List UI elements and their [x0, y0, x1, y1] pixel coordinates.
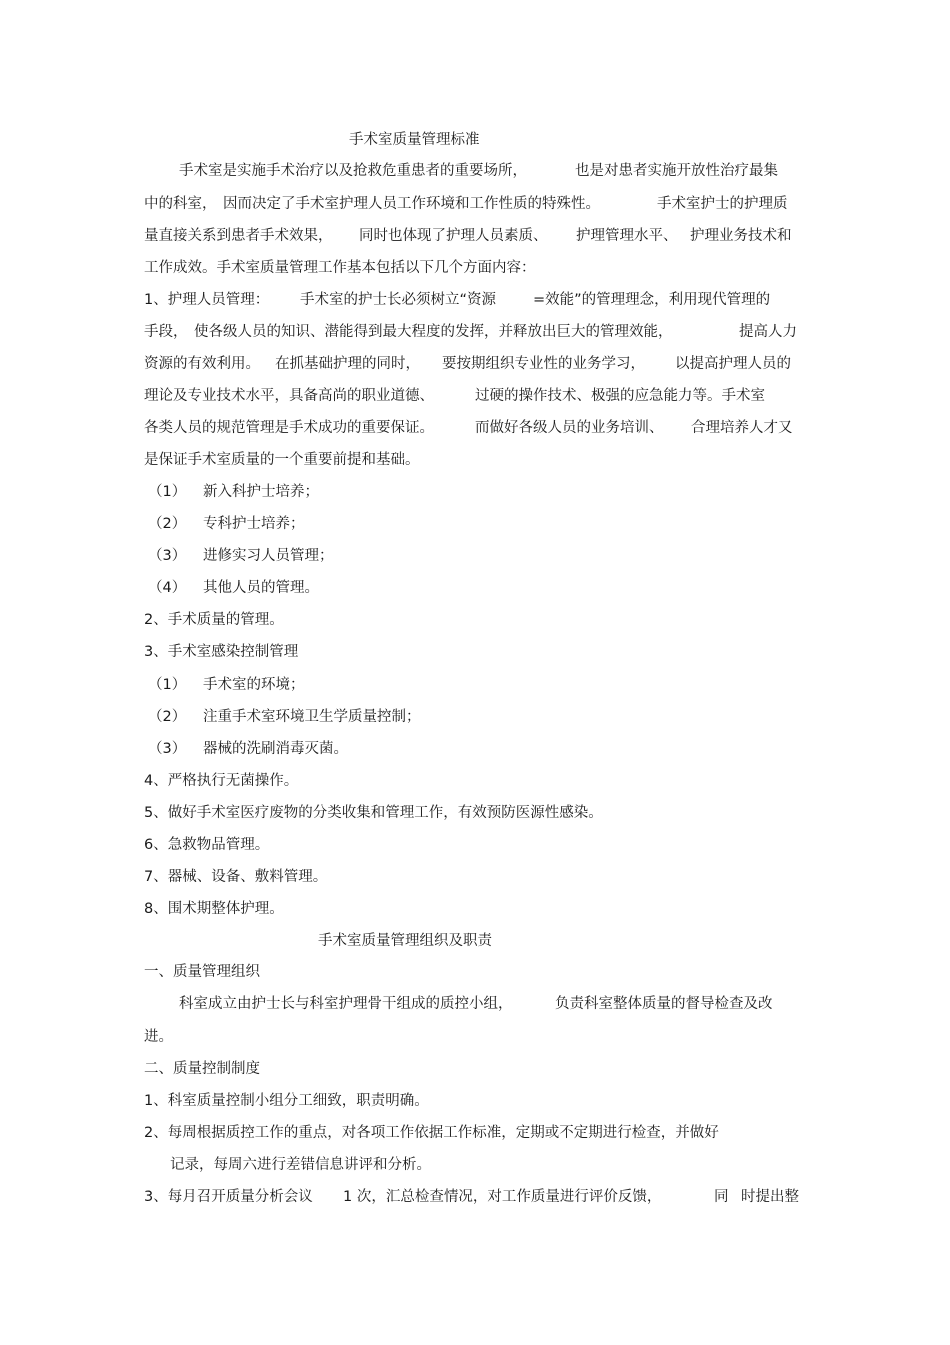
list-item: （2） 专科护士培养； [148, 516, 305, 532]
intro-line-3: 量直接关系到患者手术效果， 同时也体现了护理人员素质、 护理管理水平、 护理业务技术和 [144, 228, 792, 244]
list-item: （1） 手术室的环境； [148, 677, 305, 693]
section-2-heading: 2、手术质量的管理。 [144, 612, 284, 628]
section-1-line-6: 是保证手术室质量的一个重要前提和基础。 [144, 452, 420, 468]
section-3-heading: 3、手术室感染控制管理 [144, 644, 299, 660]
section-1-line-4: 理论及专业技术水平，具备高尚的职业道德、 过硬的操作技术、极强的应急能力等。手术室 [144, 388, 765, 404]
list-item: （1） 新入科护士培养； [148, 484, 319, 500]
section-1-line-3: 资源的有效利用。 在抓基础护理的同时， 要按期组织专业性的业务学习， 以提高护理人员的 [144, 356, 791, 372]
doc-title-organization: 手术室质量管理组织及职责 [318, 933, 492, 949]
list-item: （4） 其他人员的管理。 [148, 580, 319, 596]
intro-line-1: 手术室是实施手术治疗以及抢救危重患者的重要场所， 也是对患者实施开放性治疗最集 [179, 163, 778, 179]
org-paragraph-line-2: 进。 [144, 1029, 173, 1045]
section-6-heading: 6、急救物品管理。 [144, 837, 270, 853]
list-item: （3） 进修实习人员管理； [148, 548, 334, 564]
control-item-2-line-2: 记录，每周六进行差错信息讲评和分析。 [170, 1157, 431, 1173]
section-7-heading: 7、器械、设备、敷料管理。 [144, 869, 328, 885]
section-1-line-5: 各类人员的规范管理是手术成功的重要保证。 而做好各级人员的业务培训、 合理培养人才又 [144, 420, 793, 436]
intro-line-2: 中的科室， 因而决定了手术室护理人员工作环境和工作性质的特殊性。 手术室护士的护理质 [144, 196, 788, 212]
doc-title-quality-standards: 手术室质量管理标准 [349, 132, 480, 148]
section-1-line-1: 1、护理人员管理： 手术室的护士长必须树立“资源 =效能”的管理理念，利用现代管理的 [144, 292, 771, 308]
list-item: （2） 注重手术室环境卫生学质量控制； [148, 709, 421, 725]
control-item-2-line-1: 2、每周根据质控工作的重点，对各项工作依据工作标准，定期或不定期进行检查，并做好 [144, 1125, 719, 1141]
org-heading: 一、质量管理组织 [144, 964, 260, 980]
control-item-3: 3、每月召开质量分析会议 1 次，汇总检查情况，对工作质量进行评价反馈， 同 时提出整 [144, 1189, 799, 1205]
list-item: （3） 器械的洗刷消毒灭菌。 [148, 741, 348, 757]
intro-line-4: 工作成效。手术室质量管理工作基本包括以下几个方面内容： [144, 260, 536, 276]
control-item-1: 1、科室质量控制小组分工细致，职责明确。 [144, 1093, 429, 1109]
section-8-heading: 8、围术期整体护理。 [144, 901, 284, 917]
section-5-heading: 5、做好手术室医疗废物的分类收集和管理工作，有效预防医源性感染。 [144, 805, 603, 821]
section-1-line-2: 手段， 使各级人员的知识、潜能得到最大程度的发挥，并释放出巨大的管理效能， 提高人力 [144, 324, 797, 340]
control-heading: 二、质量控制制度 [144, 1061, 260, 1077]
org-paragraph-line-1: 科室成立由护士长与科室护理骨干组成的质控小组， 负责科室整体质量的督导检查及改 [179, 996, 773, 1012]
section-4-heading: 4、严格执行无菌操作。 [144, 773, 299, 789]
